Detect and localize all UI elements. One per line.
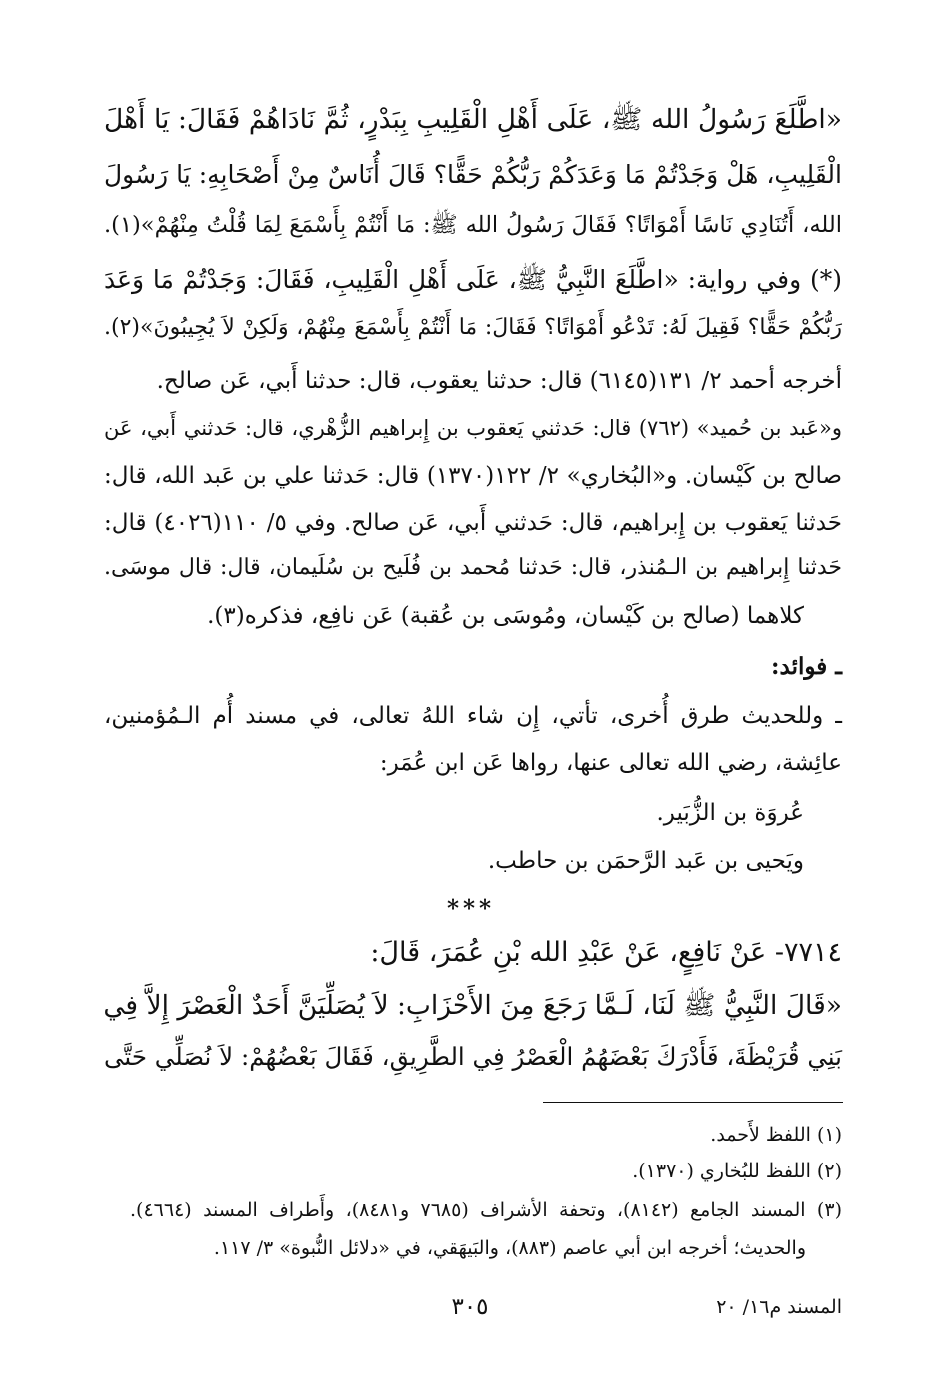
takhrij-line-5: حَدثنا إِبراهيم بن الـمُنذر، قال: حَدثنا مُحمد بن فُلَيح بن سُلَيمان، قال: قال موسَى. (104, 555, 842, 580)
footnote-separator (543, 1102, 843, 1103)
hadith-line-3: الله، أَتُنَادِي نَاسًا أَمْوَاتًا؟ فَقَالَ رَسُولُ الله ﷺ: مَا أَنْتُمْ بِأَسْمَعَ لِمَا قُلْتُ مِنْهُمْ»(١). (104, 212, 842, 238)
separator-stars: *** (446, 895, 496, 922)
takhrij-line-3: صالح بن كَيْسان. و«البُخاري» ٢/ ١٢٢(١٣٧٠) قال: حَدثنا علي بن عَبد الله، قال: (104, 463, 842, 489)
footnote-2: (٢) اللفظ للبُخاري (١٣٧٠). (632, 1160, 842, 1182)
footnote-3a: (٣) المسند الجامع (٨١٤٢)، وتحفة الأشراف (٧٦٨٥ و٨٤٨١)، وأَطراف المسند (٤٦٦٤). (130, 1199, 842, 1221)
page-number: ٣٠٥ (451, 1294, 489, 1320)
riwaya-line-2: رَبُّكُمْ حَقًّا؟ فَقِيلَ لَهُ: تَدْعُو أَمْوَاتًا؟ فَقَالَ: مَا أَنْتُمْ بِأَسْمَعَ مِنْهُمْ، وَلَكِنْ لاَ يُجِيبُونَ»(٢). (104, 315, 842, 340)
signature-mark: المسند م١٦/ ٢٠ (716, 1296, 842, 1318)
footnote-3b: والحديث؛ أخرجه ابن أبي عاصم (٨٨٣)، والبَيهَقي، في «دلائل النُّبوة» ٣/ ١١٧. (213, 1237, 806, 1259)
takhrij-line-4: حَدثنا يَعقوب بن إِبراهيم، قال: حَدثني أَبي، عَن صالح. وفي ٥/ ١١٠(٤٠٢٦) قال: (104, 510, 842, 536)
takhrij-line-1: أخرجه أحمد ٢/ ١٣١(٦١٤٥) قال: حدثنا يعقوب، قال: حدثنا أَبي، عَن صالح. (156, 368, 842, 394)
hadith-line-1: «اطَّلَعَ رَسُولُ الله ﷺ، عَلَى أَهْلِ الْقَلِيبِ بِبَدْرٍ، ثُمَّ نَادَاهُمْ فَقَالَ: يَا أَهْلَ (104, 104, 842, 135)
hadith-line-2: الْقَلِيبِ، هَلْ وَجَدْتُمْ مَا وَعَدَكُمْ رَبُّكُمْ حَقًّا؟ قَالَ أُنَاسٌ مِنْ أَصْحَابِهِ: يَا رَسُولَ (104, 160, 842, 189)
fawaid-line-3: عُروَة بن الزُّبَير. (656, 800, 804, 826)
fawaid-line-4: ويَحيى بن عَبد الرَّحمَن بن حاطب. (487, 848, 804, 874)
takhrij-line-2: و«عَبد بن حُميد» (٧٦٢) قال: حَدثني يَعقوب بن إِبراهيم الزُّهْري، قال: حَدثني أَبي، عَن (104, 416, 842, 440)
fawaid-line-1: ـ وللحديث طرق أُخرى، تأتي، إِن شاء اللهُ تعالى، في مسند أُم الـمُؤمنين، (104, 703, 842, 729)
hadith-next-line-3: بَنِي قُرَيْظَةَ، فَأَدْرَكَ بَعْضَهُمُ الْعَصْرُ فِي الطَّرِيقِ، فَقَالَ بَعْضُهُمْ: لاَ نُصَلِّي حَتَّى (104, 1042, 842, 1071)
hadith-next-line-2: «قَالَ النَّبِيُّ ﷺ لَنَا، لَـمَّا رَجَعَ مِنَ الأَحْزَابِ: لاَ يُصَلِّيَنَّ أَحَدٌ الْعَصْرَ إِلاَّ فِي (103, 990, 842, 1021)
fawaid-heading: ـ فوائد: (771, 653, 842, 680)
takhrij-line-6: كلاهما (صالح بن كَيْسان، ومُوسَى بن عُقبة) عَن نافِع، فذكره(٣). (207, 603, 804, 629)
hadith-next-line-1: ٧٧١٤- عَنْ نَافِعٍ، عَنْ عَبْدِ الله بْنِ عُمَرَ، قَالَ: (370, 937, 842, 968)
riwaya-line-1: (*) وفي رواية: «اطَّلَعَ النَّبِيُّ ﷺ، عَلَى أَهْلِ الْقَلِيبِ، فَقَالَ: وَجَدْتُمْ مَا وَعَدَ (104, 265, 842, 294)
fawaid-line-2: عائِشة، رضي الله تعالى عنها، رواها عَن ابن عُمَر: (379, 750, 842, 776)
footnote-1: (١) اللفظ لأَحمد. (710, 1124, 842, 1146)
